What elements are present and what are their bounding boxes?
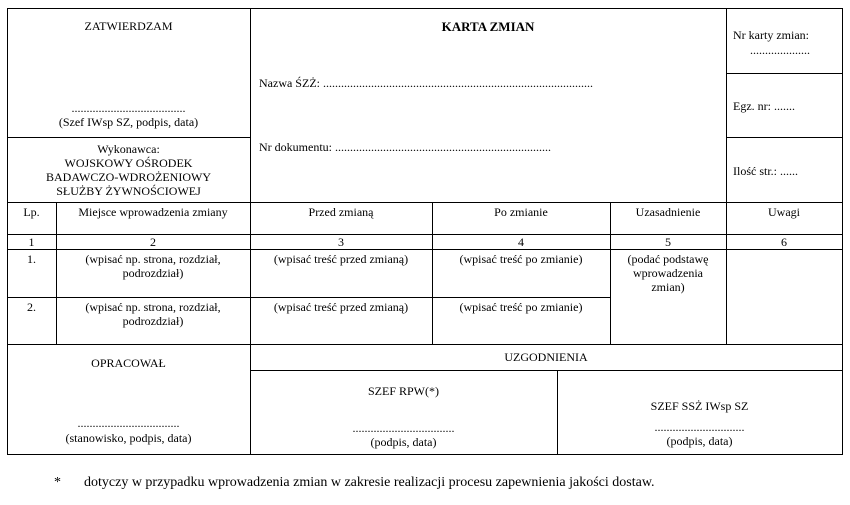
rpw-caption: (podpis, data) xyxy=(370,435,437,449)
document-number-field: Nr dokumentu: ........................................................................ xyxy=(259,140,551,154)
row-place: (wpisać np. strona, rozdział, xyxy=(85,300,221,314)
card-number-field: .................... xyxy=(750,43,810,57)
footnote-text: dotyczy w przypadku wprowadzenia zmian w zakresie realizacji procesu zapewnienia jakości dostaw. xyxy=(84,475,655,490)
justification-text: zmian) xyxy=(651,280,685,294)
rpw-signature-line: .................................. xyxy=(352,421,455,435)
row-after: (wpisać treść po zmianie) xyxy=(459,252,583,266)
col-number: 1 xyxy=(28,235,35,249)
divider xyxy=(7,297,610,298)
card-number-label: Nr karty zmian: xyxy=(733,28,809,42)
divider xyxy=(432,202,433,345)
footnote-mark: * xyxy=(54,475,61,490)
row-after: (wpisać treść po zmianie) xyxy=(459,300,583,314)
row-place: (wpisać np. strona, rozdział, xyxy=(85,252,221,266)
form-title: KARTA ZMIAN xyxy=(441,19,535,34)
prepared-caption: (stanowisko, podpis, data) xyxy=(65,431,192,445)
row-place: podrozdział) xyxy=(122,266,184,280)
border-right xyxy=(842,8,843,455)
col-number: 4 xyxy=(518,235,524,249)
ssz-signature-line: .............................. xyxy=(654,420,745,434)
agreements-title: UZGODNIENIA xyxy=(504,350,588,364)
row-lp: 2. xyxy=(27,300,36,314)
contractor-name-line1: WOJSKOWY OŚRODEK xyxy=(64,156,193,170)
col-header-justification: Uzasadnienie xyxy=(635,205,701,219)
approve-signature-line: ...................................... xyxy=(71,101,186,115)
divider xyxy=(250,370,842,371)
prepared-title: OPRACOWAŁ xyxy=(91,356,166,370)
col-header-before: Przed zmianą xyxy=(308,205,374,219)
divider xyxy=(7,249,842,250)
divider xyxy=(726,8,727,345)
border-top xyxy=(7,8,842,9)
prepared-signature-line: .................................. xyxy=(77,416,180,430)
row-lp: 1. xyxy=(27,252,36,266)
col-number: 6 xyxy=(781,235,787,249)
copy-number-field: Egz. nr: ....... xyxy=(733,99,795,113)
ssz-caption: (podpis, data) xyxy=(666,434,733,448)
row-before: (wpisać treść przed zmianą) xyxy=(273,252,409,266)
col-header-after: Po zmianie xyxy=(494,205,548,219)
divider xyxy=(7,137,250,138)
divider xyxy=(7,344,842,345)
divider xyxy=(726,73,842,74)
divider xyxy=(726,137,842,138)
approve-title: ZATWIERDZAM xyxy=(84,19,173,33)
col-number: 2 xyxy=(150,235,156,249)
contractor-name-line2: BADAWCZO-WDROŻENIOWY xyxy=(45,170,211,184)
contractor-label: Wykonawca: xyxy=(97,142,160,156)
row-before: (wpisać treść przed zmianą) xyxy=(273,300,409,314)
col-header-remarks: Uwagi xyxy=(768,205,800,219)
row-place: podrozdział) xyxy=(122,314,184,328)
border-left xyxy=(7,8,8,455)
justification-text: (podać podstawę xyxy=(627,252,709,266)
page-count-field: Ilość str.: ...... xyxy=(733,164,798,178)
col-header-lp: Lp. xyxy=(23,205,40,219)
approve-signature-caption: (Szef IWsp SZ, podpis, data) xyxy=(58,115,199,129)
border-bottom xyxy=(7,454,842,455)
col-number: 5 xyxy=(665,235,671,249)
contractor-name-line3: SŁUŻBY ŻYWNOŚCIOWEJ xyxy=(56,184,201,198)
rpw-chief-title: SZEF RPW(*) xyxy=(367,384,439,398)
szz-name-field: Nazwa ŚZŻ: .......................................................................................... xyxy=(259,76,593,90)
divider xyxy=(7,202,842,203)
ssz-chief-title: SZEF SSŻ IWsp SZ xyxy=(650,399,749,413)
justification-text: wprowadzenia xyxy=(633,266,703,280)
col-header-place: Miejsce wprowadzenia zmiany xyxy=(78,205,228,219)
col-number: 3 xyxy=(338,235,344,249)
